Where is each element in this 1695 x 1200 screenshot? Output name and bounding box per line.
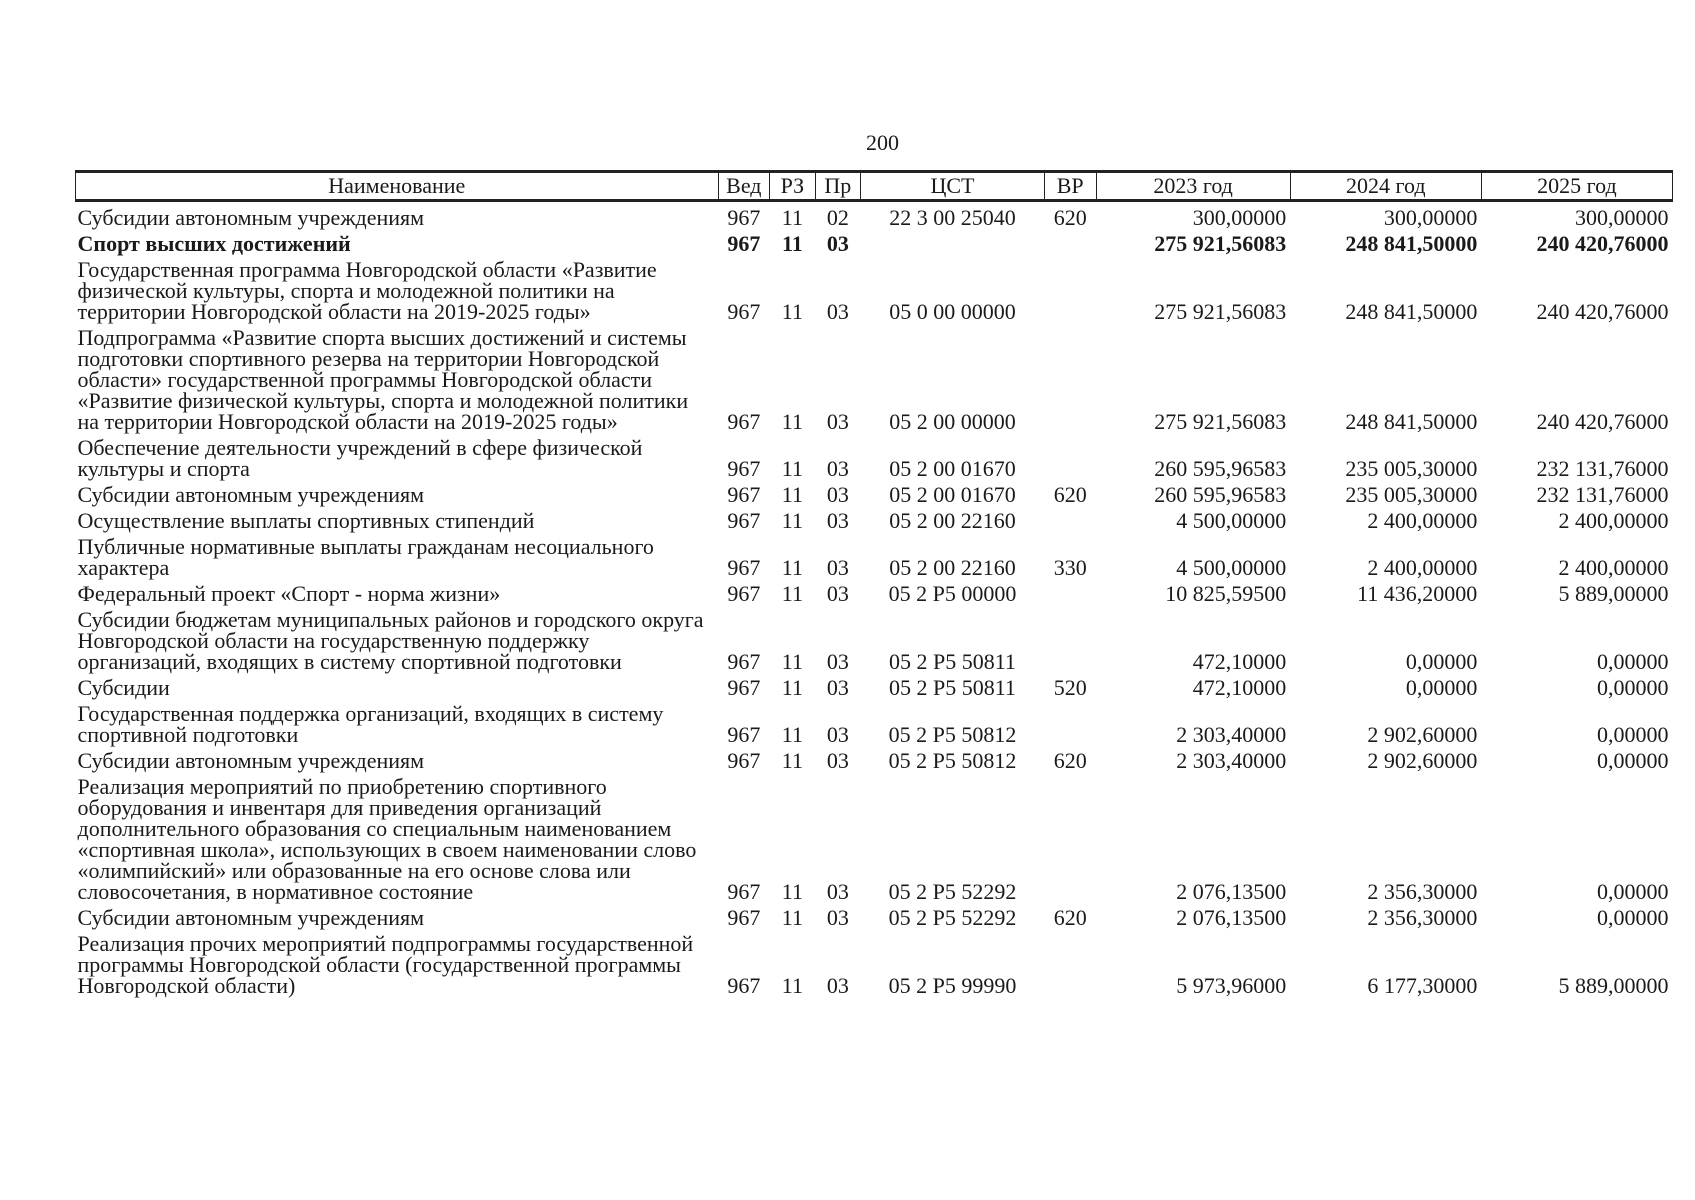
table-row	[76, 322, 1673, 432]
row-ved: 967	[727, 879, 761, 904]
row-pr: 03	[826, 879, 849, 904]
table-row	[76, 531, 1673, 578]
row-cst: 05 2 P5 50811	[889, 675, 1016, 700]
table-body	[76, 201, 1673, 997]
row-pr: 03	[826, 409, 849, 434]
row-rz: 11	[781, 748, 803, 773]
row-value-2025: 5 889,00000	[1558, 581, 1669, 606]
row-ved: 967	[727, 905, 761, 930]
row-value-2024: 248 841,50000	[1345, 299, 1478, 324]
row-vr: 620	[1053, 748, 1087, 773]
row-name: Субсидии	[77, 675, 170, 700]
row-value-2025: 232 131,76000	[1536, 456, 1669, 481]
row-vr	[1044, 432, 1096, 479]
row-value-2025: 2 400,00000	[1558, 555, 1669, 580]
row-ved: 967	[727, 299, 761, 324]
row-name: Подпрограмма «Развитие спорта высших достижений и системы подготовки спортивного резерва на территории Новгородской области» государственной программы Новгородской области «Развитие физической культуры, спорта и молодежной политики на территории Новгородской области на 2019-2025 годы»	[77, 325, 689, 434]
row-value-2025: 5 889,00000	[1558, 973, 1669, 998]
row-value-2024: 2 902,60000	[1367, 722, 1478, 747]
row-value-2024: 0,00000	[1405, 649, 1478, 674]
table-row	[76, 228, 1673, 254]
row-name: Государственная поддержка организаций, входящих в систему спортивной подготовки	[77, 701, 664, 747]
row-value-2024: 248 841,50000	[1345, 231, 1478, 256]
row-cst: 05 2 00 01670	[889, 482, 1016, 507]
col-header-ved: Вед	[718, 172, 770, 201]
row-cst: 05 2 00 22160	[889, 508, 1016, 533]
row-name: Субсидии автономным учреждениям	[77, 482, 425, 507]
row-cst: 05 2 00 01670	[889, 456, 1016, 481]
row-cst: 05 2 P5 99990	[888, 973, 1017, 998]
row-value-2025: 2 400,00000	[1558, 508, 1669, 533]
table-row	[76, 201, 1673, 229]
row-rz: 11	[781, 555, 803, 580]
row-name: Публичные нормативные выплаты гражданам несоциального характера	[77, 534, 654, 580]
row-value-2025: 0,00000	[1597, 675, 1669, 700]
row-name: Обеспечение деятельности учреждений в сфере физической культуры и спорта	[77, 435, 643, 481]
row-cst: 05 2 P5 00000	[888, 581, 1017, 606]
row-value-2025: 0,00000	[1597, 748, 1669, 773]
table-row	[76, 771, 1673, 902]
row-value-2023: 472,10000	[1192, 675, 1287, 700]
row-cst: 05 2 P5 50812	[888, 748, 1017, 773]
row-name: Субсидии автономным учреждениям	[77, 205, 425, 230]
row-ved: 967	[727, 456, 761, 481]
row-pr: 02	[826, 205, 849, 230]
row-cst: 05 2 P5 52292	[888, 905, 1017, 930]
row-ved: 967	[727, 973, 761, 998]
row-value-2024: 2 902,60000	[1367, 748, 1478, 773]
row-cst: 05 2 P5 50812	[888, 722, 1017, 747]
row-rz: 11	[781, 299, 803, 324]
row-pr: 03	[826, 299, 849, 324]
table-row	[76, 902, 1673, 928]
row-value-2025: 240 420,76000	[1536, 299, 1669, 324]
row-value-2024: 11 436,20000	[1357, 581, 1478, 606]
table-row	[76, 928, 1673, 996]
row-cst: 05 0 00 00000	[889, 299, 1016, 324]
row-value-2023: 260 595,96583	[1154, 456, 1287, 481]
col-header-pr: Пр	[815, 172, 860, 201]
row-pr: 03	[826, 722, 849, 747]
col-header-cst: ЦСТ	[861, 172, 1045, 201]
row-pr: 03	[826, 581, 849, 606]
col-header-rz: РЗ	[770, 172, 815, 201]
row-pr: 03	[826, 675, 849, 700]
row-value-2025: 232 131,76000	[1536, 482, 1669, 507]
row-ved: 967	[727, 409, 761, 434]
col-header-name: Наименование	[76, 172, 719, 201]
row-value-2024: 6 177,30000	[1367, 973, 1478, 998]
table-row	[76, 505, 1673, 531]
row-value-2025: 0,00000	[1597, 879, 1669, 904]
row-rz: 11	[781, 879, 803, 904]
row-vr: 520	[1053, 675, 1087, 700]
row-name: Субсидии автономным учреждениям	[77, 905, 425, 930]
row-value-2023: 2 076,13500	[1176, 879, 1287, 904]
table-row	[76, 745, 1673, 771]
row-name: Субсидии бюджетам муниципальных районов и городского округа Новгородской области на государственную поддержку организаций, входящих в систему спортивной подготовки	[77, 607, 704, 674]
row-value-2023: 2 303,40000	[1176, 722, 1287, 747]
row-value-2023: 10 825,59500	[1165, 581, 1287, 606]
table-row	[76, 479, 1673, 505]
row-value-2024: 2 356,30000	[1367, 905, 1478, 930]
row-value-2024: 300,00000	[1383, 205, 1478, 230]
row-pr: 03	[826, 649, 849, 674]
col-header-2023: 2023 год	[1096, 172, 1290, 201]
row-pr: 03	[826, 748, 849, 773]
row-name: Реализация прочих мероприятий подпрограммы государственной программы Новгородской области (государственной программы Новгородской области)	[77, 931, 694, 998]
page-number: 200	[866, 130, 899, 155]
row-value-2024: 0,00000	[1405, 675, 1478, 700]
row-value-2023: 472,10000	[1192, 649, 1287, 674]
row-rz: 11	[781, 508, 803, 533]
row-rz: 11	[781, 905, 803, 930]
row-value-2024: 235 005,30000	[1345, 482, 1478, 507]
row-rz: 11	[781, 205, 803, 230]
row-name: Спорт высших достижений	[77, 231, 351, 256]
row-value-2023: 300,00000	[1192, 205, 1287, 230]
row-value-2024: 235 005,30000	[1345, 456, 1478, 481]
table-row	[76, 604, 1673, 672]
row-rz: 11	[781, 581, 803, 606]
row-vr	[1044, 228, 1096, 254]
row-rz: 11	[781, 409, 803, 434]
row-vr	[1044, 604, 1096, 672]
row-rz: 11	[781, 482, 803, 507]
row-vr: 620	[1053, 205, 1087, 230]
row-value-2025: 0,00000	[1597, 905, 1669, 930]
row-rz: 11	[781, 231, 803, 256]
row-pr: 03	[826, 555, 849, 580]
row-vr	[1044, 254, 1096, 322]
row-ved: 967	[727, 231, 761, 256]
col-header-2024: 2024 год	[1290, 172, 1481, 201]
row-value-2025: 0,00000	[1597, 722, 1669, 747]
row-name: Осуществление выплаты спортивных стипендий	[77, 508, 535, 533]
table-header-row	[76, 172, 1673, 201]
table-row	[76, 254, 1673, 322]
row-vr: 620	[1053, 905, 1087, 930]
row-name: Федеральный проект «Спорт - норма жизни»	[77, 581, 501, 606]
row-name: Реализация мероприятий по приобретению спортивного оборудования и инвентаря для приведения организаций дополнительного образования со специальным наименованием «спортивная школа», использующих в своем наименовании слово «олимпийский» или образованные на его основе слова или словосочетания, в нормативное состояние	[77, 774, 697, 904]
row-name: Субсидии автономным учреждениям	[77, 748, 425, 773]
row-vr: 330	[1053, 555, 1087, 580]
row-value-2023: 4 500,00000	[1176, 555, 1287, 580]
row-value-2023: 275 921,56083	[1154, 231, 1287, 256]
row-pr: 03	[826, 973, 849, 998]
budget-table	[75, 170, 1673, 996]
row-value-2024: 248 841,50000	[1345, 409, 1478, 434]
row-vr	[1044, 771, 1096, 902]
row-value-2025: 240 420,76000	[1536, 409, 1669, 434]
row-value-2023: 5 973,96000	[1176, 973, 1287, 998]
row-ved: 967	[727, 722, 761, 747]
table-row	[76, 698, 1673, 745]
row-pr: 03	[826, 482, 849, 507]
row-ved: 967	[727, 555, 761, 580]
row-cst: 22 3 00 25040	[889, 205, 1016, 230]
col-header-vr: ВР	[1044, 172, 1096, 201]
row-pr: 03	[826, 231, 849, 256]
row-ved: 967	[727, 581, 761, 606]
row-cst: 05 2 P5 50811	[889, 649, 1016, 674]
row-vr	[1044, 928, 1096, 996]
row-name: Государственная программа Новгородской области «Развитие физической культуры, спорта и молодежной политики на территории Новгородской области на 2019-2025 годы»	[77, 257, 657, 324]
row-rz: 11	[781, 675, 803, 700]
table-row	[76, 672, 1673, 698]
row-cst: 05 2 00 00000	[889, 409, 1016, 434]
row-vr	[1044, 322, 1096, 432]
row-cst: 05 2 P5 52292	[888, 879, 1017, 904]
row-pr: 03	[826, 508, 849, 533]
row-value-2023: 2 303,40000	[1176, 748, 1287, 773]
row-vr	[1044, 698, 1096, 745]
row-ved: 967	[727, 508, 761, 533]
row-rz: 11	[781, 649, 803, 674]
row-rz: 11	[781, 722, 803, 747]
row-ved: 967	[727, 649, 761, 674]
row-value-2024: 2 400,00000	[1367, 555, 1478, 580]
table-row	[76, 432, 1673, 479]
row-value-2023: 4 500,00000	[1176, 508, 1287, 533]
row-pr: 03	[826, 905, 849, 930]
row-ved: 967	[727, 482, 761, 507]
row-rz: 11	[781, 456, 803, 481]
col-header-2025: 2025 год	[1481, 172, 1672, 201]
row-value-2025: 0,00000	[1597, 649, 1669, 674]
row-vr	[1044, 578, 1096, 604]
row-value-2025: 240 420,76000	[1536, 231, 1669, 256]
row-value-2023: 260 595,96583	[1154, 482, 1287, 507]
row-pr: 03	[826, 456, 849, 481]
row-rz: 11	[781, 973, 803, 998]
row-value-2023: 275 921,56083	[1154, 409, 1287, 434]
row-cst	[861, 228, 1045, 254]
table-row	[76, 578, 1673, 604]
row-ved: 967	[727, 675, 761, 700]
row-value-2024: 2 356,30000	[1367, 879, 1478, 904]
row-ved: 967	[727, 748, 761, 773]
row-vr: 620	[1053, 482, 1087, 507]
row-vr	[1044, 505, 1096, 531]
row-ved: 967	[727, 205, 761, 230]
row-value-2025: 300,00000	[1575, 205, 1669, 230]
row-value-2024: 2 400,00000	[1367, 508, 1478, 533]
row-value-2023: 2 076,13500	[1176, 905, 1287, 930]
row-value-2023: 275 921,56083	[1154, 299, 1287, 324]
row-cst: 05 2 00 22160	[889, 555, 1016, 580]
